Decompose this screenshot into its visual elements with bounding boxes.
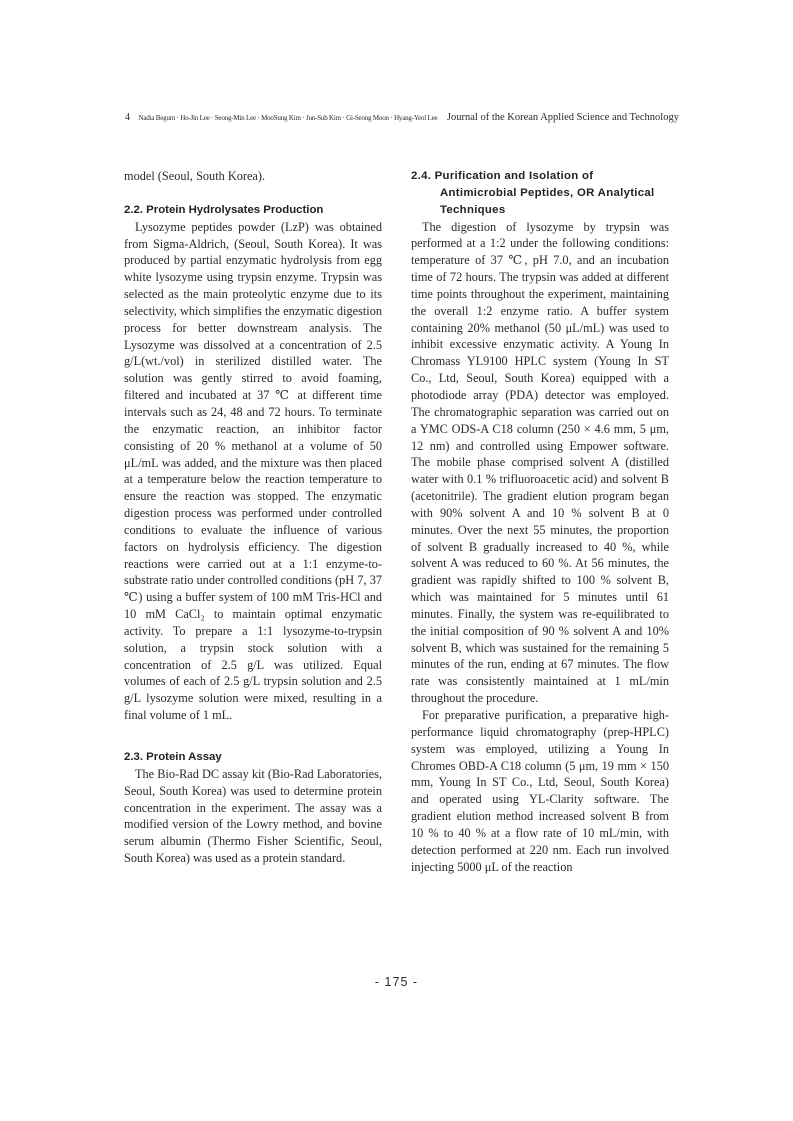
right-column — [411, 168, 669, 875]
running-head — [125, 112, 679, 123]
spacer — [124, 185, 382, 202]
header-journal-title: Journal of the Korean Applied Science and Technology — [446, 112, 679, 123]
intro-line: model (Seoul, South Korea). — [124, 169, 266, 183]
spacer — [124, 724, 382, 749]
header-authors: Nadia Begum · Ho-Jin Lee · Seong-Min Lee · MooSung Kim · Jun-Sub Kim · Gi-Seong Moon · Hyang-Yeol Lee — [138, 114, 438, 122]
header-page-number: 4 — [125, 112, 130, 123]
section-heading-2-3: 2.3. Protein Assay — [124, 751, 222, 763]
section-2-2-paragraph: Lysozyme peptides powder (LzP) was obtained from Sigma-Aldrich, (Seoul, South Korea). It was produced by partial enzymatic hydrolysis from egg white lysozyme using trypsin enzyme. Trypsin was selected as the main proteolytic enzyme due to its selectivity, which simplifies the enzymatic digestion process for better downstream analysis. The Lysozyme was dissolved at a concentration of 2.5 g/L(wt./vol) in sterilized distilled water. The solution was gently stirred to avoid foaming, filtered and incubated at 37 ℃ at different time intervals such as 24, 48 and 72 hours. To terminate the enzymatic reaction, an inhibitor factor consisting of 20 % methanol at a volume of 50 μL/mL was added, and the mixture was then placed at a temperature below the reaction temperature to ensure the reaction was stopped. The enzymatic digestion process was performed under controlled conditions to evaluate the influence of various factors on hydrolysis efficiency. The digestion reactions were carried out at a 1:1 enzyme-to-substrate ratio under controlled conditions (pH 7, 37 ℃) using a buffer system of 100 mM Tris-HCl and 10 mM CaCl₂ to maintain optimal enzymatic activity. To prepare a 1:1 lysozyme-to-trypsin solution, a trypsin stock solution with a concentration of 2.5 g/L was utilized. Equal volumes of each of 2.5 g/L trypsin solution and 2.5 g/L lysozyme solution were mixed, resulting in a final volume of 1 mL. — [124, 219, 382, 723]
section-2-4-paragraph-1: The digestion of lysozyme by trypsin was performed at a 1:2 under the following conditions: temperature of 37 ℃, pH 7.0, and an incubation time of 72 hours. The trypsin was added at different time points throughout the experiment, maintaining the overall 1:2 enzyme ratio. A buffer system containing 20% methanol (50 μL/mL) was used to inhibit excessive enzymatic activity. A Young In Chromass YL9100 HPLC system (Young In ST Co., Ltd, Seoul, South Korea) equipped with a photodiode array (PDA) detector was employed. The chromatographic separation was carried out on a YMC ODS-A C18 column (250 × 4.6 mm, 5 μm, 12 nm) and controlled using Empower software. The mobile phase comprised solvent A (distilled water with 0.1 % trifluoroacetic acid) and solvent B (acetonitrile). The gradient elution program began with 90% solvent A and 10 % solvent B at 0 minutes. Over the next 55 minutes, the proportion of solvent B gradually increased to 40 %, while solvent A was reduced to 60 %. At 56 minutes, the gradient was rapidly shifted to 100 % solvent B, which was maintained for 5 minutes until 61 minutes. Finally, the system was re-equilibrated to the initial composition of 90 % solvent A and 10% solvent B, which was sustained for the remaining 5 minutes of the run, ending at 67 minutes. The flow rate was consistently maintained at 1 mL/min throughout the procedure. — [411, 219, 669, 706]
left-column — [124, 168, 382, 867]
section-heading-2-2: 2.2. Protein Hydrolysates Production — [124, 203, 324, 216]
page-footer-number: - 175 - — [374, 975, 419, 989]
section-2-3-paragraph: The Bio-Rad DC assay kit (Bio-Rad Laboratories, Seoul, South Korea) was used to determine protein concentration in the experiment. The assay was a modified version of the Lowry method, and bovine serum albumin (Thermo Fisher Scientific, Seoul, South Korea) was used as a protein standard. — [124, 766, 382, 866]
section-heading-2-4: 2.4. Purification and Isolation of Antimicrobial Peptides, OR Analytical Techniques — [411, 170, 655, 216]
section-2-4-paragraph-2: For preparative purification, a preparative high-performance liquid chromatography (prep-HPLC) system was employed, utilizing a Young In Chromes OBD-A C18 column (5 μm, 19 mm × 150 mm, Young In ST Co., Ltd, Seoul, South Korea) and operated using YL-Clarity software. The gradient elution method increased solvent B from 10 % to 40 % at a flow rate of 10 mL/min, with detection performed at 220 nm. Each run involved injecting 5000 μL of the reaction — [411, 708, 669, 874]
